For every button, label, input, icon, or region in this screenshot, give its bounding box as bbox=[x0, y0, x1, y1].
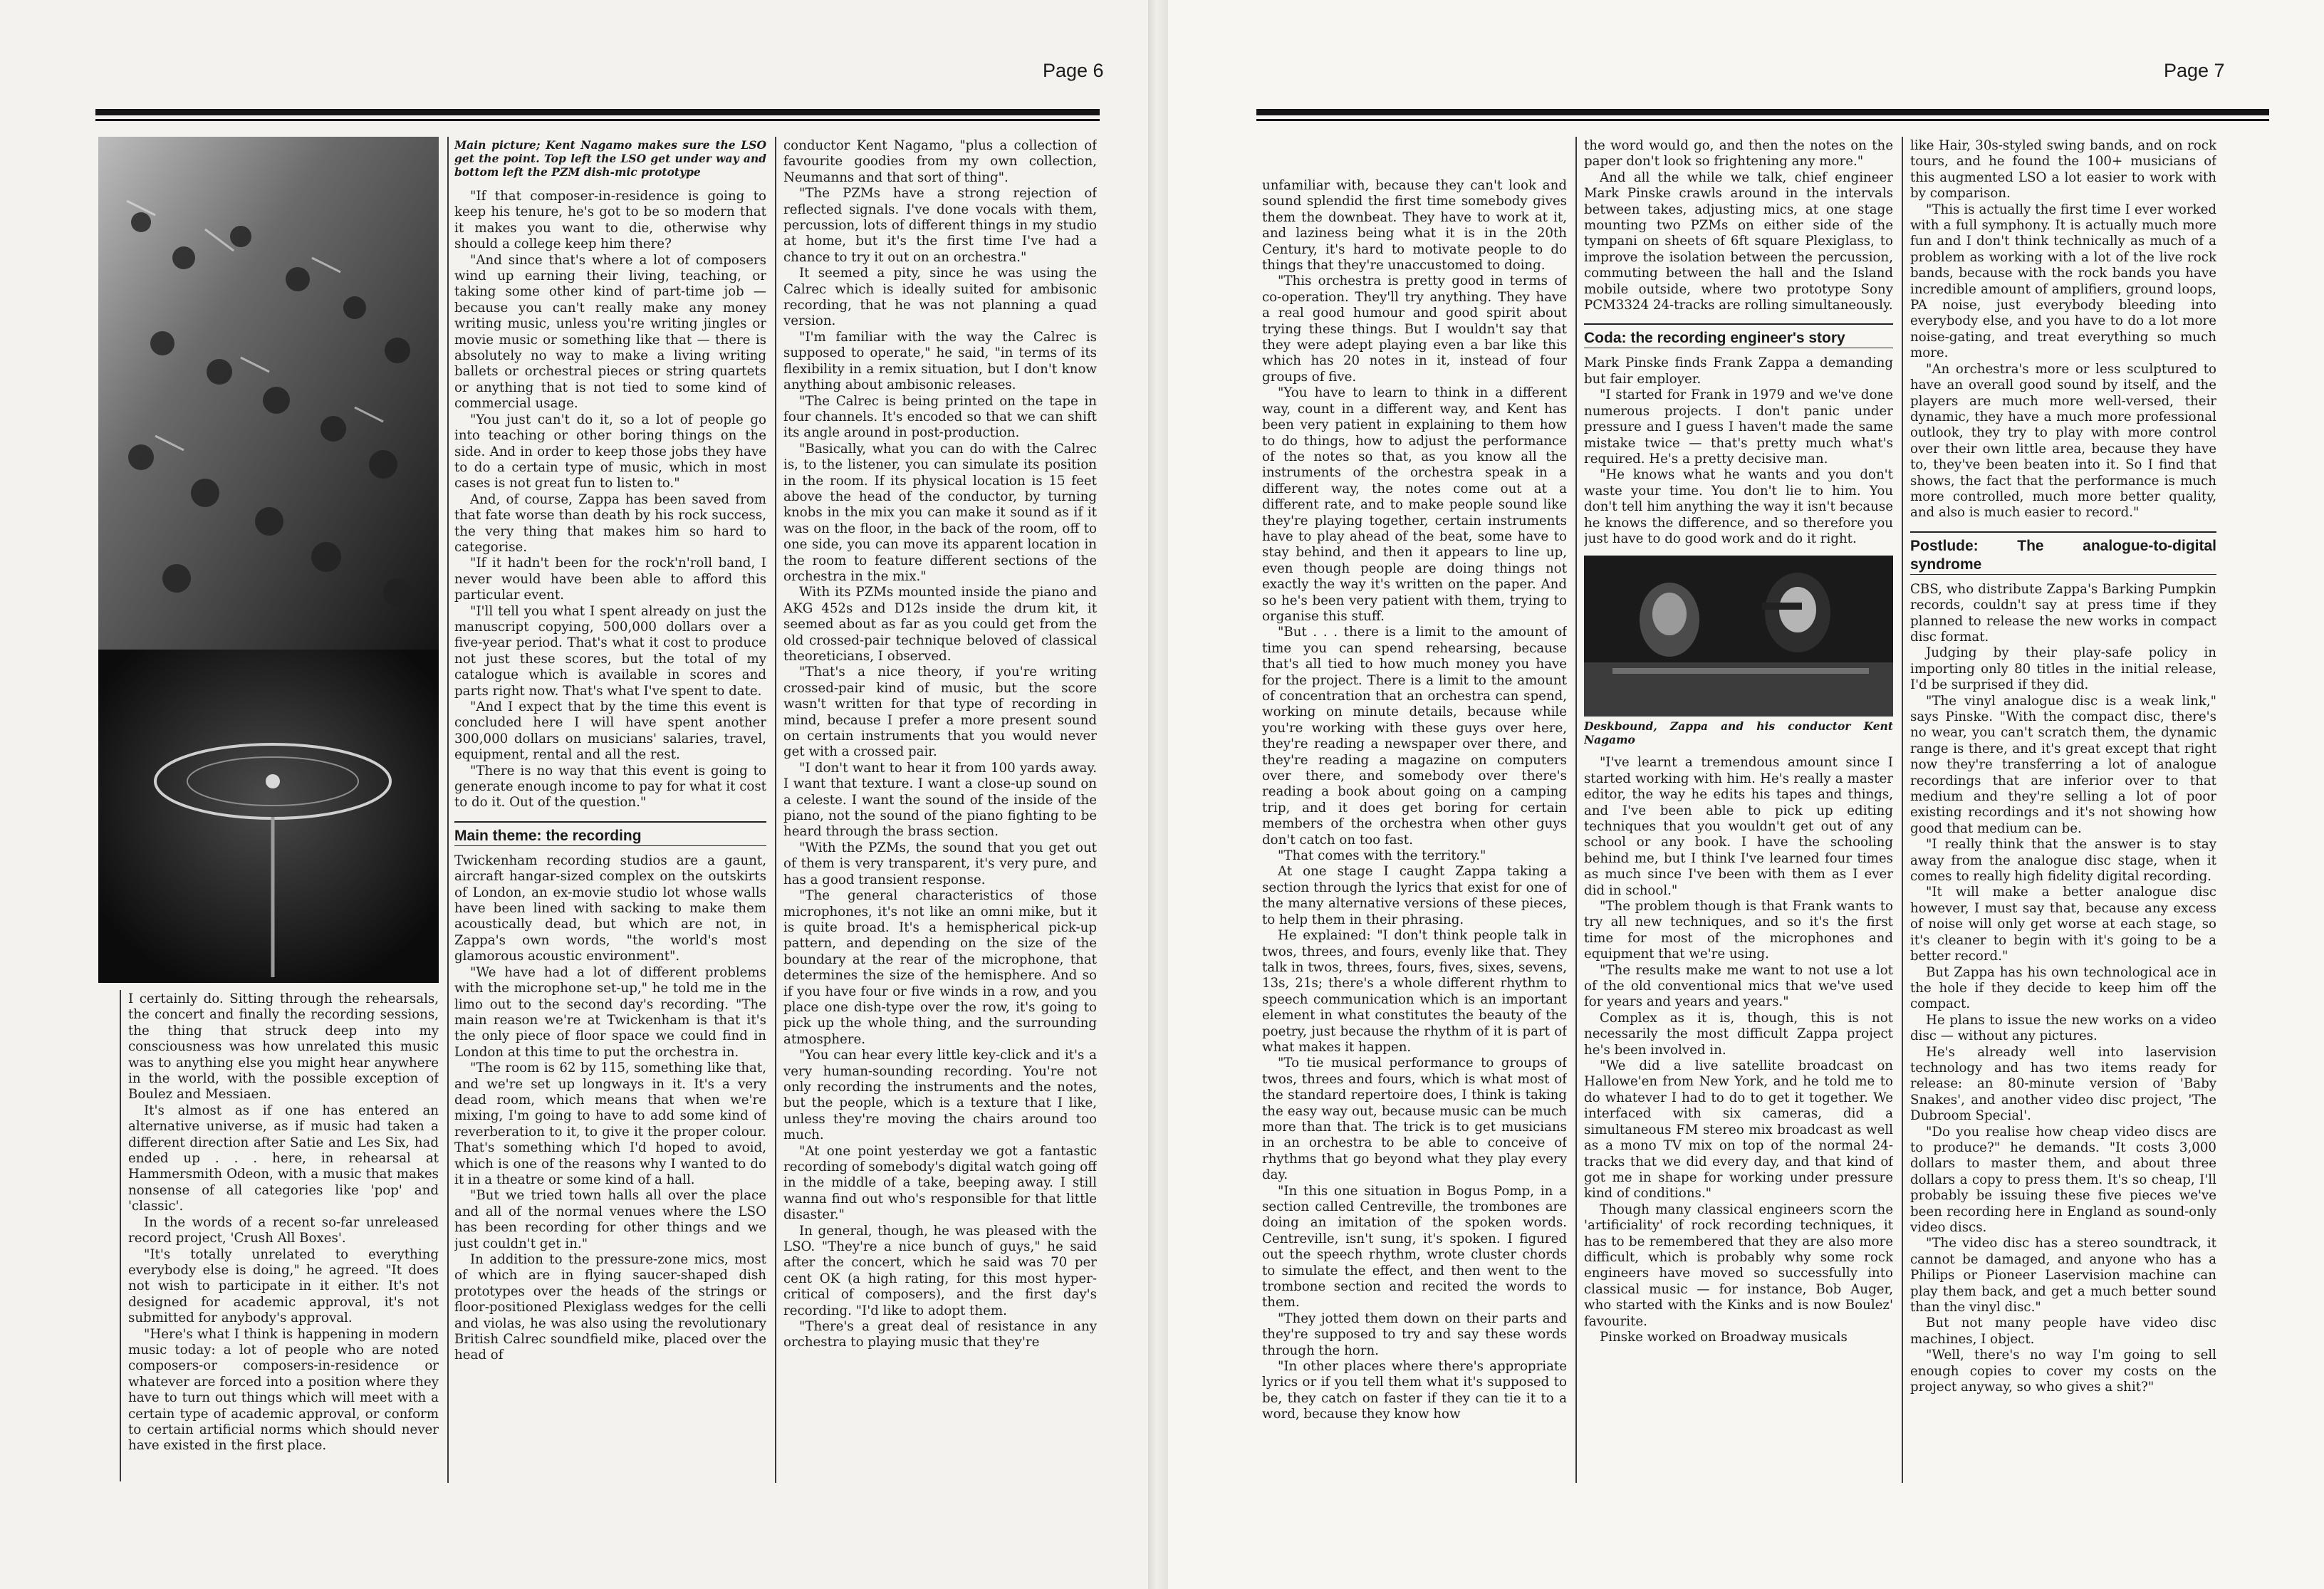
column-rule bbox=[447, 137, 449, 1483]
paragraph: In general, though, he was pleased with the LSO. "They're a nice bunch of guys," he said after the concert, which he said was 70 per cent OK (a high rating, for this most hyper-critical of composers), and the first day's recording. "I'd like to adopt them. bbox=[783, 1223, 1097, 1318]
header-rule-right bbox=[1256, 109, 2269, 115]
paragraph: Though many classical engineers scorn the 'artificiality' of rock recording techniques, it has to be remembered that they are also more difficult, which is probably why some rock engineers have moved so successfully into classical music — for instance, Bob Auger, who started with the Kinks and is now Boulez' favourite. bbox=[1584, 1202, 1893, 1329]
paragraph: He plans to issue the new works on a video disc — without any pictures. bbox=[1910, 1012, 2216, 1044]
paragraph: Twickenham recording studios are a gaunt, aircraft hangar-sized complex on the outskirts of London, an ex-movie studio lot whose walls have been lined with sacking to make them acoustically dead, but which are not, in Zappa's own words, "the world's most glamorous acoustic environment". bbox=[454, 853, 766, 964]
right-column-1 bbox=[1262, 178, 1567, 1483]
paragraph: "I started for Frank in 1979 and we've done numerous projects. I don't panic under pressure and I guess I haven't made the same mistake twice — that's pretty much what's required. He's a pretty decisive man. bbox=[1584, 387, 1893, 467]
paragraph: "But . . . there is a limit to the amount of time you can spend rehearsing, because that's all tied to how much money you have for the project. There is a limit to the amount of concentration that an orchestra can spend, working on minute details, because while you're working with these guys over here, they're reading a newspaper over there, and they're reading a magazine on computers over there, and somebody over there's reading a book about going on a camping trip, and it does get boring for certain members of the orchestra when other guys don't catch on too fast. bbox=[1262, 625, 1567, 848]
paragraph: "You just can't do it, so a lot of people go into teaching or other boring things on the side. And in order to keep those jobs they have to do a certain type of music, which in most cases is not great fun to listen to." bbox=[454, 412, 766, 491]
paragraph: like Hair, 30s-styled swing bands, and on rock tours, and he found the 100+ musicians of this augmented LSO a lot easier to work with by comparison. bbox=[1910, 138, 2216, 202]
paragraph: And, of course, Zappa has been saved from that fate worse than death by his rock success, the very thing that makes him so hard to categorise. bbox=[454, 491, 766, 555]
paragraph: "To tie musical performance to groups of twos, threes and fours, which is what most of the standard repertoire does, I think is taking the easy way out, because music can be much more than that. The trick is to get musicians in an orchestra to be able to conceive of rhythms that go beyond what they play every day. bbox=[1262, 1056, 1567, 1183]
paragraph: "That comes with the territory." bbox=[1278, 848, 1486, 864]
paragraph: "And since that's where a lot of composers wind up earning their living, teaching, or taking some other kind of part-time job — because you can't really make any money writing music, unless you're writing jingles or movie music or something like that — there is absolutely no way to make a living writing ballets or orchestral pieces or string quartets or anything that is not tied to some kind of commercial usage. bbox=[454, 252, 766, 412]
paragraph: "In other places where there's appropriate lyrics or if you tell them what it's supposed to be, they catch on faster if they can tie it to a word, because they know how bbox=[1262, 1359, 1567, 1422]
paragraph: "But we tried town halls all over the place and all of the normal venues where the LSO has been recording for other things and we just couldn't get in." bbox=[454, 1188, 766, 1251]
paragraph: "The vinyl analogue disc is a weak link," says Pinske. "With the compact disc, there's no wear, you can't scratch them, the dynamic range is there, and it's great except that right now they're transferring a lot of analogue recordings that are inferior over to that medium and they're selling a lot of poor existing recordings and it's not showing how good that medium can be. bbox=[1910, 693, 2216, 836]
paragraph: "We have had a lot of different problems with the microphone set-up," he told me in the limo out to the second day's recording. "The main reason we're at Twickenham is that it's the only piece of floor space we could find in London at this time to put the orchestra in. bbox=[454, 964, 766, 1060]
paragraph: It's almost as if one has entered an alternative universe, as if music had taken a different direction after Satie and Les Six, had ended up . . . here, in rehearsal at Hammersmith Odeon, with a music that makes nonsense of all categories like 'pop' and 'classic'. bbox=[128, 1103, 439, 1214]
paragraph: "I'll tell you what I spent already on just the manuscript copying, 500,000 dollars over a five-year period. That's what it cost to produce not just these scores, but the total of my catalogue which is available in scores and parts right now. That's what I've spent to date. bbox=[454, 603, 766, 699]
paragraph: With its PZMs mounted inside the piano and AKG 452s and D12s inside the drum kit, it seemed about as far as you could get from the old crossed-pair technique beloved of classical theoreticians, I observed. bbox=[783, 585, 1097, 664]
page-number-right: Page 7 bbox=[2164, 60, 2225, 81]
paragraph: "At one point yesterday we got a fantastic recording of somebody's digital watch going off in the middle of a take, beeping away. I still wanna find out who's responsible for that little disaster." bbox=[783, 1143, 1097, 1223]
section-heading: Main theme: the recording bbox=[454, 821, 766, 846]
paragraph: "An orchestra's more or less sculptured to have an overall good sound by itself, and the players are much more well-versed, their dynamic, they have a much more professional outlook, they try to play with more control over their own little area, because they have to, they've been beaten into it. So I find that shows, the fact that the performance is much more controlled, much more better quality, and also is much easier to record." bbox=[1910, 361, 2216, 521]
paragraph: In addition to the pressure-zone mics, most of which are in flying saucer-shaped dish prototypes over the heads of the strings or floor-positioned Plexiglass wedges for the celli and violas, he was also using the revolutionary British Calrec soundfield mike, placed over the head of bbox=[454, 1252, 766, 1363]
right-page bbox=[1168, 0, 2324, 1589]
paragraph: "You have to learn to think in a different way, count in a different way, and Kent has been very patient in explaining to them how to do things, how to adjust the performance of the notes so that, as you know all the instruments of the orchestra speak in a different way, the notes come out at a different rate, and to make people sound like they're playing together, certain instruments have to play ahead of the beat, some have to stay behind, and then it appears to line up, even though people are doing things not exactly the way it's written on the paper. And so he's been very patient with them, trying to organise this stuff. bbox=[1262, 385, 1567, 624]
paragraph: Judging by their play-safe policy in importing only 80 titles in the initial release, I'd be surprised if they did. bbox=[1910, 645, 2216, 693]
paragraph: "If it hadn't been for the rock'n'roll band, I never would have been able to afford this particular event. bbox=[454, 556, 766, 603]
paragraph: "I really think that the answer is to stay away from the analogue disc stage, when it comes to really high fidelity digital recording. bbox=[1910, 837, 2216, 885]
paragraph: "It will make a better analogue disc however, I must say that, because any excess of noise will only get worse at each stage, so it's cleaner to begin with it's going to be a better record." bbox=[1910, 885, 2216, 964]
paragraph: "Well, there's no way I'm going to sell enough copies to cover my costs on the project anyway, so who gives a shit?" bbox=[1910, 1348, 2216, 1395]
page-number-left: Page 6 bbox=[1043, 60, 1104, 81]
page-gutter bbox=[1148, 0, 1168, 1589]
paragraph: "Do you realise how cheap video discs are to produce?" he demands. "It costs 3,000 dollars to master them, and about three dollars a copy to press them. It's so cheap, I'll probably be issuing these five pieces we've been recording here in England as sound-only video discs. bbox=[1910, 1124, 2216, 1235]
left-column-3 bbox=[783, 138, 1097, 1483]
paragraph: But Zappa has his own technological ace in the hole if they decide to keep him off the compact. bbox=[1910, 964, 2216, 1012]
paragraph: "We did a live satellite broadcast on Hallowe'en from New York, and he told me to do whatever I had to do to get it together. We interfaced with six cameras, did a simultaneous FM stereo mix broadcast as well as a mono TV mix on top of the normal 24-tracks that we did every day, and that kind of got me in shape for working under pressure kind of conditions." bbox=[1584, 1058, 1893, 1202]
paragraph: "There is no way that this event is going to generate enough income to pay for what it cost to do it. Out of the question." bbox=[454, 763, 766, 811]
photo-caption: Main picture; Kent Nagamo makes sure the LSO get the point. Top left the LSO get under way and bottom left the PZM dish-mic prototype bbox=[454, 138, 766, 179]
paragraph: "With the PZMs, the sound that you get out of them is very transparent, it's very pure, and has a good transient response. bbox=[783, 840, 1097, 887]
photo-caption: Deskbound, Zappa and his conductor Kent Nagamo bbox=[1584, 719, 1893, 747]
paragraph: At one stage I caught Zappa taking a section through the lyrics that exist for one of the many alternative versions of these pieces, to help them in their phrasing. bbox=[1262, 864, 1567, 927]
column-rule bbox=[1575, 137, 1577, 1483]
paragraph: "The video disc has a stereo soundtrack, it cannot be damaged, and anyone who has a Philips or Pioneer Laservision machine can play them back, and get a much better sound than the vinyl disc." bbox=[1910, 1236, 2216, 1316]
paragraph: "I don't want to hear it from 100 yards away. I want that texture. I want a close-up sound on a celeste. I want the sound of the inside of the piano, not the sound of the piano fighting to be heard through the brass section. bbox=[783, 760, 1097, 840]
paragraph: "It's totally unrelated to everything everybody else is doing," he agreed. "It does not wish to participate in it either. It's not designed for academic approval, it's not submitted for anybody's approval. bbox=[128, 1246, 439, 1326]
left-column-1 bbox=[128, 991, 439, 1483]
paragraph: CBS, who distribute Zappa's Barking Pumpkin records, couldn't say at press time if they planned to release the new works in compact disc format. bbox=[1910, 581, 2216, 645]
orchestra-photo bbox=[98, 137, 439, 983]
paragraph: And all the while we talk, chief engineer Mark Pinske crawls around in the intervals between takes, adjusting mics, at one stage mounting two PZMs on either side of the tympani on sheets of 6ft square Plexiglass, to improve the isolation between the percussion, commuting between the hall and the Island mobile outside, where two prototype Sony PCM3324 24-tracks are rolling simultaneously. bbox=[1584, 170, 1893, 313]
paragraph: "Basically, what you can do with the Calrec is, to the listener, you can simulate its position in the room. If its physical location is 15 feet above the head of the conductor, by turning knobs in the mix you can make it sound as if it was on the floor, in the back of the room, off to one side, you can move its apparent location in the room to feature different sections of the orchestra in the mix." bbox=[783, 441, 1097, 584]
paragraph: "You can hear every little key-click and it's a very human-sounding recording. You're not only recording the instruments and the notes, but the people, which is a texture that I like, unless they're moving the chairs around too much. bbox=[783, 1048, 1097, 1143]
paragraph: "The results make me want to not use a lot of the old conventional mics that we've used for years and years and years." bbox=[1584, 962, 1893, 1010]
paragraph: In the words of a recent so-far unreleased record project, 'Crush All Boxes'. bbox=[128, 1214, 439, 1246]
paragraph: Complex as it is, though, this is not necessarily the most difficult Zappa project he's been involved in. bbox=[1584, 1010, 1893, 1058]
paragraph: Mark Pinske finds Frank Zappa a demanding but fair employer. bbox=[1584, 355, 1893, 387]
section-heading: Coda: the recording engineer's story bbox=[1584, 323, 1893, 348]
paragraph: "If that composer-in-residence is going to keep his tenure, he's got to be so modern that it makes you want to die, otherwise why should a college keep him there? bbox=[454, 189, 766, 252]
left-column-2 bbox=[454, 138, 766, 1483]
paragraph: "The room is 62 by 115, something like that, and we're set up longways in it. It's a very dead room, which means that when we're mixing, I'm going to have to add some kind of reverberation to it, to give it the proper colour. That's something which I'd hoped to avoid, which is one of the reasons why I wanted to do it in a theatre or some kind of a hall. bbox=[454, 1061, 766, 1187]
paragraph: "And I expect that by the time this event is concluded here I will have spent another 300,000 dollars on musicians' salaries, travel, equipment, rental and all the rest. bbox=[454, 699, 766, 763]
paragraph: "In this one situation in Bogus Pomp, in a section called Centreville, the trombones are doing an imitation of the spoken words. Centreville, isn't sung, it's spoken. I figured out the speech rhythm, wrote cluster chords to simulate the effect, and then went to the trombone section and recited the words to them. bbox=[1262, 1183, 1567, 1311]
column-rule bbox=[120, 990, 121, 1481]
paragraph: "The general characteristics of those microphones, it's not like an omni mike, but it is quite broad. It's a hemispherical pick-up pattern, and depending on the size of the boundary at the rear of the microphone, that determines the size of the hemisphere. And so if you have four or five winds in a row, and you place one dish-type over the row, it's going to pick up the whole thing, and the surrounding atmosphere. bbox=[783, 888, 1097, 1047]
paragraph: He explained: "I don't think people talk in twos, threes, and fours, evenly like that. They talk in twos, threes, fours, fives, sixes, sevens, 13s, 21s; there's a whole different rhythm to speech communication which is an important element in what constitutes the beauty of the poetry, just because the rhythm of it is part of what makes it happen. bbox=[1262, 928, 1567, 1055]
paragraph: "Here's what I think is happening in modern music today: a lot of people who are noted composers-or composers-in-residence or whatever are forced into a position where they have to turn out things which will meet with a certain type of academic approval, or conform to certain artificial norms which should never have existed in the first place. bbox=[128, 1326, 439, 1454]
paragraph: "I've learnt a tremendous amount since I started working with him. He's really a master editor, the way he edits his tapes and things, and I've been able to pick up editing techniques that you wouldn't get out of any school or any book. I have the schooling behind me, but I think I've learned four times as much since I've been with them as I ever did in school." bbox=[1584, 755, 1893, 898]
paragraph: "The problem though is that Frank wants to try all new techniques, and so it's the first time for most of the microphones and equipment that we're using. bbox=[1584, 899, 1893, 962]
right-column-2 bbox=[1584, 138, 1893, 1483]
engineers-photo bbox=[1584, 556, 1893, 717]
column-rule bbox=[1902, 137, 1903, 1483]
paragraph: "This is actually the first time I ever worked with a full symphony. It is actually much more fun and I don't think technically as much of a problem as working with a lot of the live rock bands, because with the rock bands you have incredible amount of amplifiers, ground loops, PA noise, just everybody bleeding into everybody else, and you have to do a lot more noise-gating, and treat everything so much more. bbox=[1910, 202, 2216, 361]
paragraph: I certainly do. Sitting through the rehearsals, the concert and finally the recording sessions, the thing that struck deep into my consciousness was how unrelated this music was to anything else you might hear anywhere in the world, with the possible exception of Boulez and Messiaen. bbox=[128, 991, 439, 1103]
paragraph: the word would go, and then the notes on the paper don't look so frightening any more." bbox=[1584, 138, 1893, 170]
right-column-3 bbox=[1910, 138, 2216, 1483]
paragraph: Pinske worked on Broadway musicals bbox=[1600, 1329, 1848, 1345]
section-heading: Postlude: The analogue-to-digital syndrome bbox=[1910, 531, 2216, 575]
paragraph: unfamiliar with, because they can't look and sound splendid the first time somebody gives them the downbeat. They have to work at it, and laziness being what it is in the 20th Century, it's hard to motivate people to do things that they're unaccustomed to doing. bbox=[1262, 178, 1567, 273]
left-page bbox=[0, 0, 1148, 1589]
paragraph: "There's a great deal of resistance in any orchestra to playing music that they're bbox=[783, 1319, 1097, 1350]
paragraph: "That's a nice theory, if you're writing crossed-pair kind of music, but the score wasn't written for that type of recording in mind, because I prefer a more present sound on certain instruments that you would never get with a crossed pair. bbox=[783, 665, 1097, 760]
paragraph: conductor Kent Nagamo, "plus a collection of favourite goodies from my own collection, Neumanns and that sort of thing". bbox=[783, 138, 1097, 185]
column-rule bbox=[775, 137, 776, 1483]
paragraph: He's already well into laservision technology and has two items ready for release: an 80-minute version of 'Baby Snakes', and another video disc project, 'The Dubroom Special'. bbox=[1910, 1044, 2216, 1124]
paragraph: "This orchestra is pretty good in terms of co-operation. They'll try anything. They have a real good humour and good spirit about trying these things. But I wouldn't say that they were adept playing even a bar like this which has 20 notes in it, instead of four groups of five. bbox=[1262, 273, 1567, 385]
paragraph: "He knows what he wants and you don't waste your time. You don't lie to him. You don't tell him anything the way it isn't because he knows the difference, and so therefore you just have to do good work and do it right. bbox=[1584, 467, 1893, 546]
paragraph: "The PZMs have a strong rejection of reflected signals. I've done vocals with them, percussion, lots of different things in my studio at home, but it's the first time I've had a chance to try it out on an orchestra." bbox=[783, 186, 1097, 265]
paragraph: "The Calrec is being printed on the tape in four channels. It's encoded so that we can shift its angle around in post-production. bbox=[783, 393, 1097, 441]
paragraph: "I'm familiar with the way the Calrec is supposed to operate," he said, "in terms of its flexibility in a remix situation, but I don't know anything about ambisonic releases. bbox=[783, 329, 1097, 393]
paragraph: But not many people have video disc machines, I object. bbox=[1910, 1316, 2216, 1347]
paragraph: "They jotted them down on their parts and they're supposed to try and say these words through the horn. bbox=[1262, 1311, 1567, 1358]
header-rule-left bbox=[95, 109, 1100, 115]
paragraph: It seemed a pity, since he was using the Calrec which is ideally suited for ambisonic recording, that he was not planning a quad version. bbox=[783, 266, 1097, 329]
